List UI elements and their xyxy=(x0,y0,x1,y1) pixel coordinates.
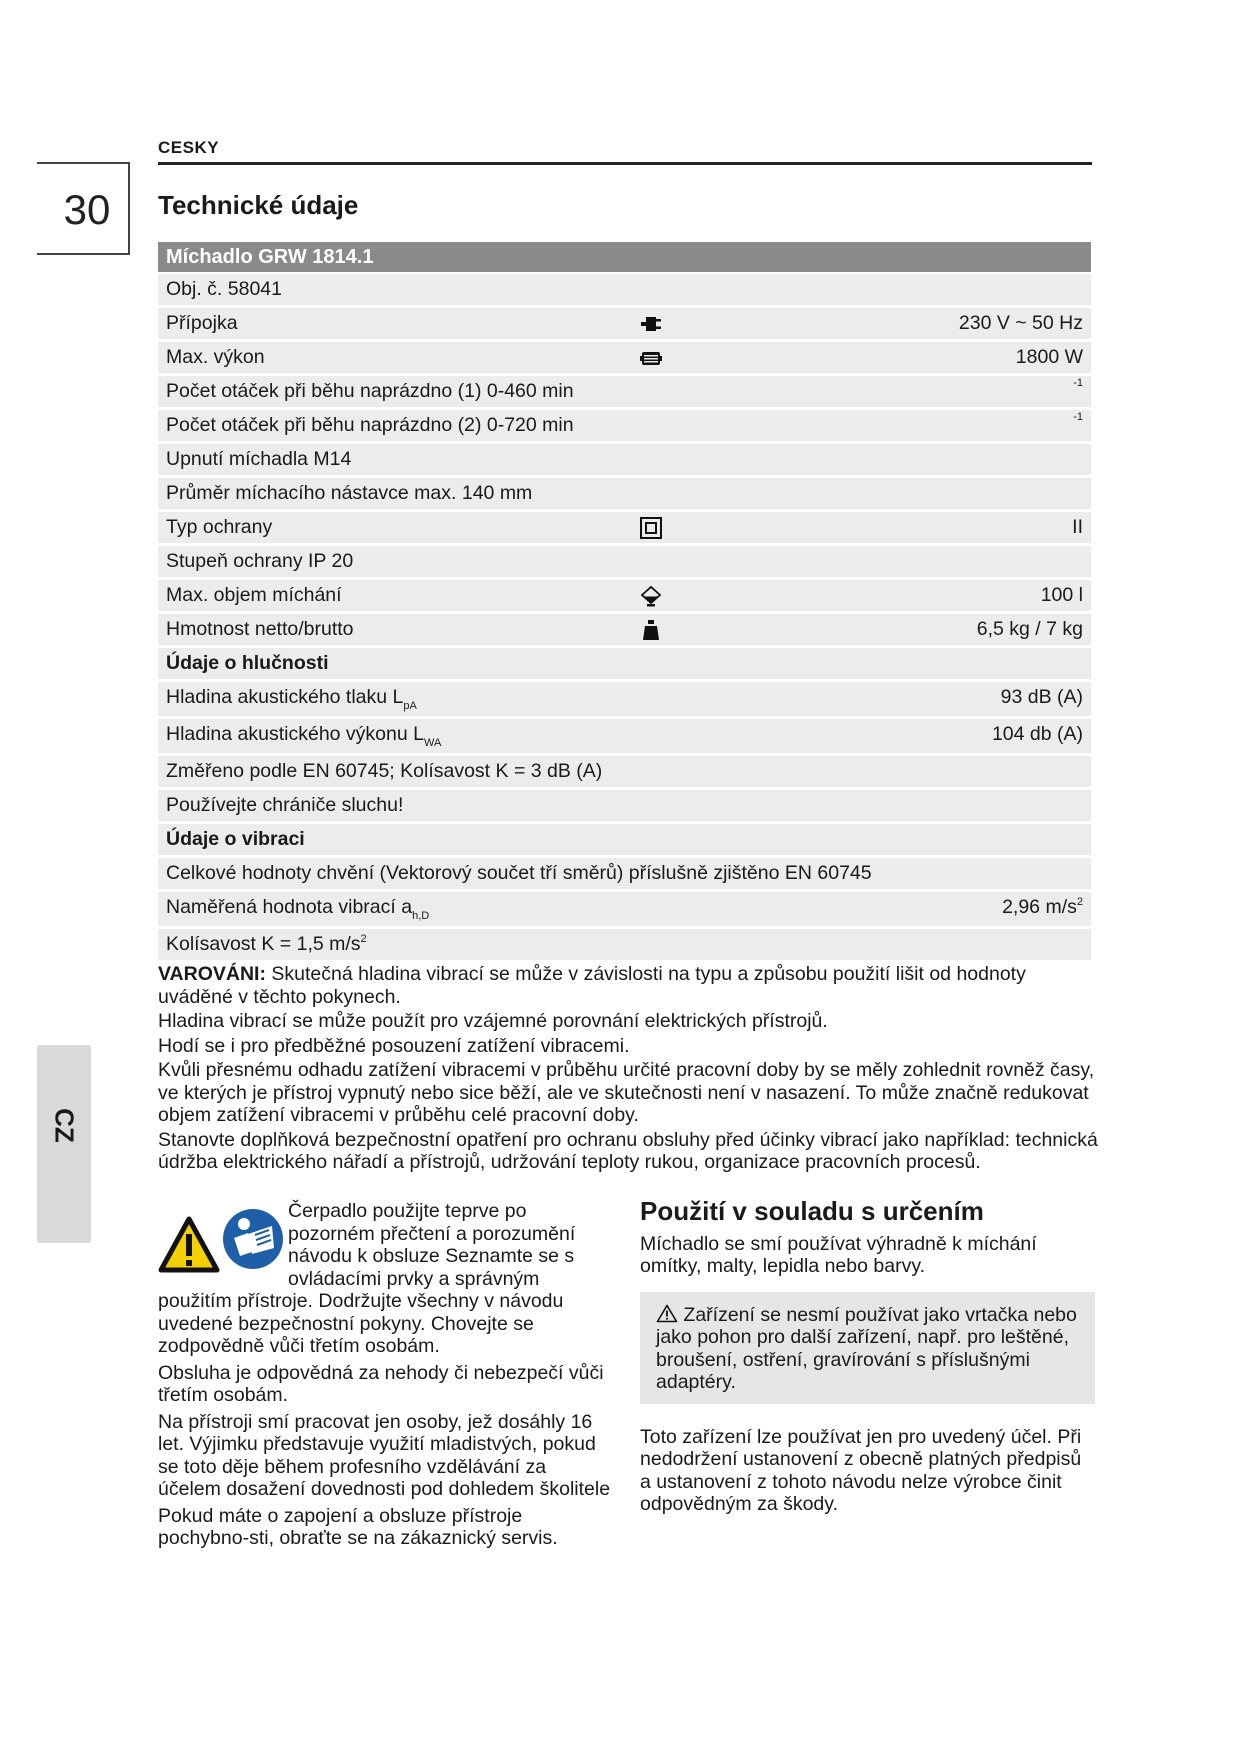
intended-use-column xyxy=(640,1196,1095,1530)
spec-row-ip-rating xyxy=(158,546,1091,577)
spec-row-hearing-protection xyxy=(158,790,1091,821)
superscript: 2 xyxy=(360,933,367,945)
safety-paragraph: Obsluha je odpovědná za nehody či nebezpečí vůči třetím osobám. xyxy=(158,1361,604,1406)
safety-paragraph: Na přístroji smí pracovat jen osoby, jež dosáhly 16 let. Výjimku představuje využití mladistvých, pokud se toto děje během profesního vzdělávání za účelem dosažení dovednosti pod dohledem školitele xyxy=(158,1410,611,1500)
mixing-bucket-icon xyxy=(639,584,663,608)
warning-label: VAROVÁNI: xyxy=(158,963,266,985)
spec-label: Celkové hodnoty chvění (Vektorový součet tří směrů) příslušně zjištěno EN 60745 xyxy=(166,862,872,884)
subscript: pA xyxy=(403,700,417,712)
warning-paragraph: Stanovte doplňková bezpečnostní opatření pro ochranu obsluhy před účinky vibrací jako například: technická údržba elektrického nářadí a přístrojů, udržování teploty rukou, organizace pracovních procesů. xyxy=(158,1128,1098,1173)
spec-label: Průměr míchacího nástavce max. 140 mm xyxy=(166,482,533,504)
spec-value: 100 l xyxy=(1040,584,1083,606)
spec-label: Počet otáček při běhu naprázdno (2) 0-720 min xyxy=(166,414,574,436)
spec-label: Změřeno podle EN 60745; Kolísavost K = 3 dB (A) xyxy=(166,760,603,782)
spec-label: Přípojka xyxy=(166,312,238,334)
spec-table-header: Míchadlo GRW 1814.1 xyxy=(158,242,1091,272)
spec-label: Stupeň ochrany IP 20 xyxy=(166,550,354,572)
warning-paragraph: Hodí se i pro předběžné posouzení zatížení vibracemi. xyxy=(158,1034,630,1057)
intended-use-paragraph: Míchadlo se smí používat výhradně k míchání omítky, malty, lepidla nebo barvy. xyxy=(640,1232,1037,1277)
spec-label: Hladina akustického tlaku $L_{pA}$ xyxy=(166,686,417,712)
spec-row-power xyxy=(158,342,1091,373)
section-title: Použití v souladu s určením xyxy=(640,1196,984,1226)
spec-label: Kolísavost K = 1,5 $m/s^2$ xyxy=(166,933,367,955)
spec-label: Hladina akustického výkonu $L_{WA}$ xyxy=(166,723,442,749)
spec-value: 6,5 kg / 7 kg xyxy=(976,618,1083,640)
spec-unit-exponent: -1 xyxy=(1073,411,1083,423)
spec-row-vibration-uncertainty xyxy=(158,929,1091,960)
caution-triangle-icon xyxy=(656,1304,678,1323)
header-rule xyxy=(158,162,1092,165)
weight-icon xyxy=(639,618,663,642)
spec-label: Počet otáček při běhu naprázdno (1) 0-460 min xyxy=(166,380,574,402)
caution-note xyxy=(640,1292,1095,1404)
warning-paragraph: VAROVÁNI: Skutečná hladina vibrací se může v závislosti na typu a způsobu použití lišit od hodnoty uváděné v těchto pokynech. xyxy=(158,963,1026,1008)
vibration-warning xyxy=(158,963,1098,1176)
subscript: h,D xyxy=(412,910,430,922)
language-header: CESKY xyxy=(158,138,220,157)
spec-row-sound-power xyxy=(158,719,1091,753)
spec-value: 230 V ~ 50 Hz xyxy=(958,312,1083,334)
spec-row-article xyxy=(158,274,1091,305)
spec-section-noise xyxy=(158,648,1091,679)
spec-row-speed-1 xyxy=(158,376,1091,407)
spec-value: 2,96 $m/s^2$ xyxy=(1002,896,1083,918)
section-heading: Údaje o hlučnosti xyxy=(166,652,329,674)
spec-row-weight xyxy=(158,614,1091,645)
spec-label: Naměřená hodnota vibrací $a_{h,D}$ xyxy=(166,896,430,922)
spec-value: 1800 W xyxy=(1015,346,1083,368)
spec-row-protection-type xyxy=(158,512,1091,543)
spec-row-sound-pressure xyxy=(158,682,1091,716)
spec-row-mixing-volume xyxy=(158,580,1091,611)
safety-column xyxy=(158,1200,613,1554)
intended-use-paragraph: Toto zařízení lze používat jen pro uvedený účel. Při nedodržení ustanovení z obecně platných předpisů a ustanovení z tohoto návodu nelze výrobce činit odpovědným za škody. xyxy=(640,1425,1082,1515)
read-manual-icon xyxy=(222,1208,284,1270)
spec-unit-exponent: -1 xyxy=(1073,377,1083,389)
spec-label: Obj. č. 58041 xyxy=(166,278,282,300)
spec-label: Max. výkon xyxy=(166,346,265,368)
spec-row-vibration-measured xyxy=(158,892,1091,926)
spec-section-vibration xyxy=(158,824,1091,855)
spec-row-speed-2 xyxy=(158,410,1091,441)
safety-paragraph: Pokud máte o zapojení a obsluze přístroje pochybno-sti, obraťte se na zákaznický servis. xyxy=(158,1504,558,1549)
spec-row-noise-measured xyxy=(158,756,1091,787)
safety-paragraph: Čerpadlo použijte teprve po pozorném přečtení a porozumění návodu k obsluze Seznamte se s ovládacími prvky a správným použitím přístroje. Dodržujte všechny v návodu uvedené bezpečnostní pokyny. Chovejte se zodpovědně vůči třetím osobám. xyxy=(158,1200,576,1357)
subscript: WA xyxy=(424,737,442,749)
spec-value: 93 dB (A) xyxy=(1000,686,1083,708)
page-title: Technické údaje xyxy=(158,190,359,220)
spec-row-vibration-total xyxy=(158,858,1091,889)
spec-label: Používejte chrániče sluchu! xyxy=(166,794,404,816)
motor-icon xyxy=(639,346,663,370)
spec-value: 104 db (A) xyxy=(991,723,1083,745)
warning-triangle-icon xyxy=(158,1216,220,1274)
safety-icons xyxy=(158,1202,288,1280)
spec-row-connection xyxy=(158,308,1091,339)
spec-label: Max. objem míchání xyxy=(166,584,342,606)
spec-row-chuck xyxy=(158,444,1091,475)
spec-table xyxy=(158,242,1091,963)
warning-paragraph: Kvůli přesnému odhadu zatížení vibracemi v průběhu určité pracovní doby by se měly zohlednit rovněž časy, ve kterých je přístroj vypnutý nebo sice běží, ale ve skutečnosti není v nasazení. To může značně redukovat objem zatížení vibracemi v průběhu celé pracovní doby. xyxy=(158,1059,1095,1126)
section-heading: Údaje o vibraci xyxy=(166,828,305,850)
superscript: 2 xyxy=(1076,896,1083,908)
language-side-tab-label: CZ xyxy=(49,1108,80,1143)
warning-paragraph: Hladina vibrací se může použít pro vzájemné porovnání elektrických přístrojů. xyxy=(158,1010,828,1032)
spec-label: Upnutí míchadla M14 xyxy=(166,448,352,470)
spec-label: Typ ochrany xyxy=(166,516,273,538)
spec-label: Hmotnost netto/brutto xyxy=(166,618,354,640)
plug-icon xyxy=(639,312,663,336)
caution-text: Zařízení se nesmí používat jako vrtačka nebo jako pohon pro další zařízení, např. pro leštěné, broušení, ostření, gravírování s příslušnými adaptéry. xyxy=(656,1303,1077,1393)
spec-row-paddle-diameter xyxy=(158,478,1091,509)
spec-value: II xyxy=(1072,516,1083,538)
page-number: 30 xyxy=(63,186,111,233)
double-insulation-icon xyxy=(639,516,663,540)
